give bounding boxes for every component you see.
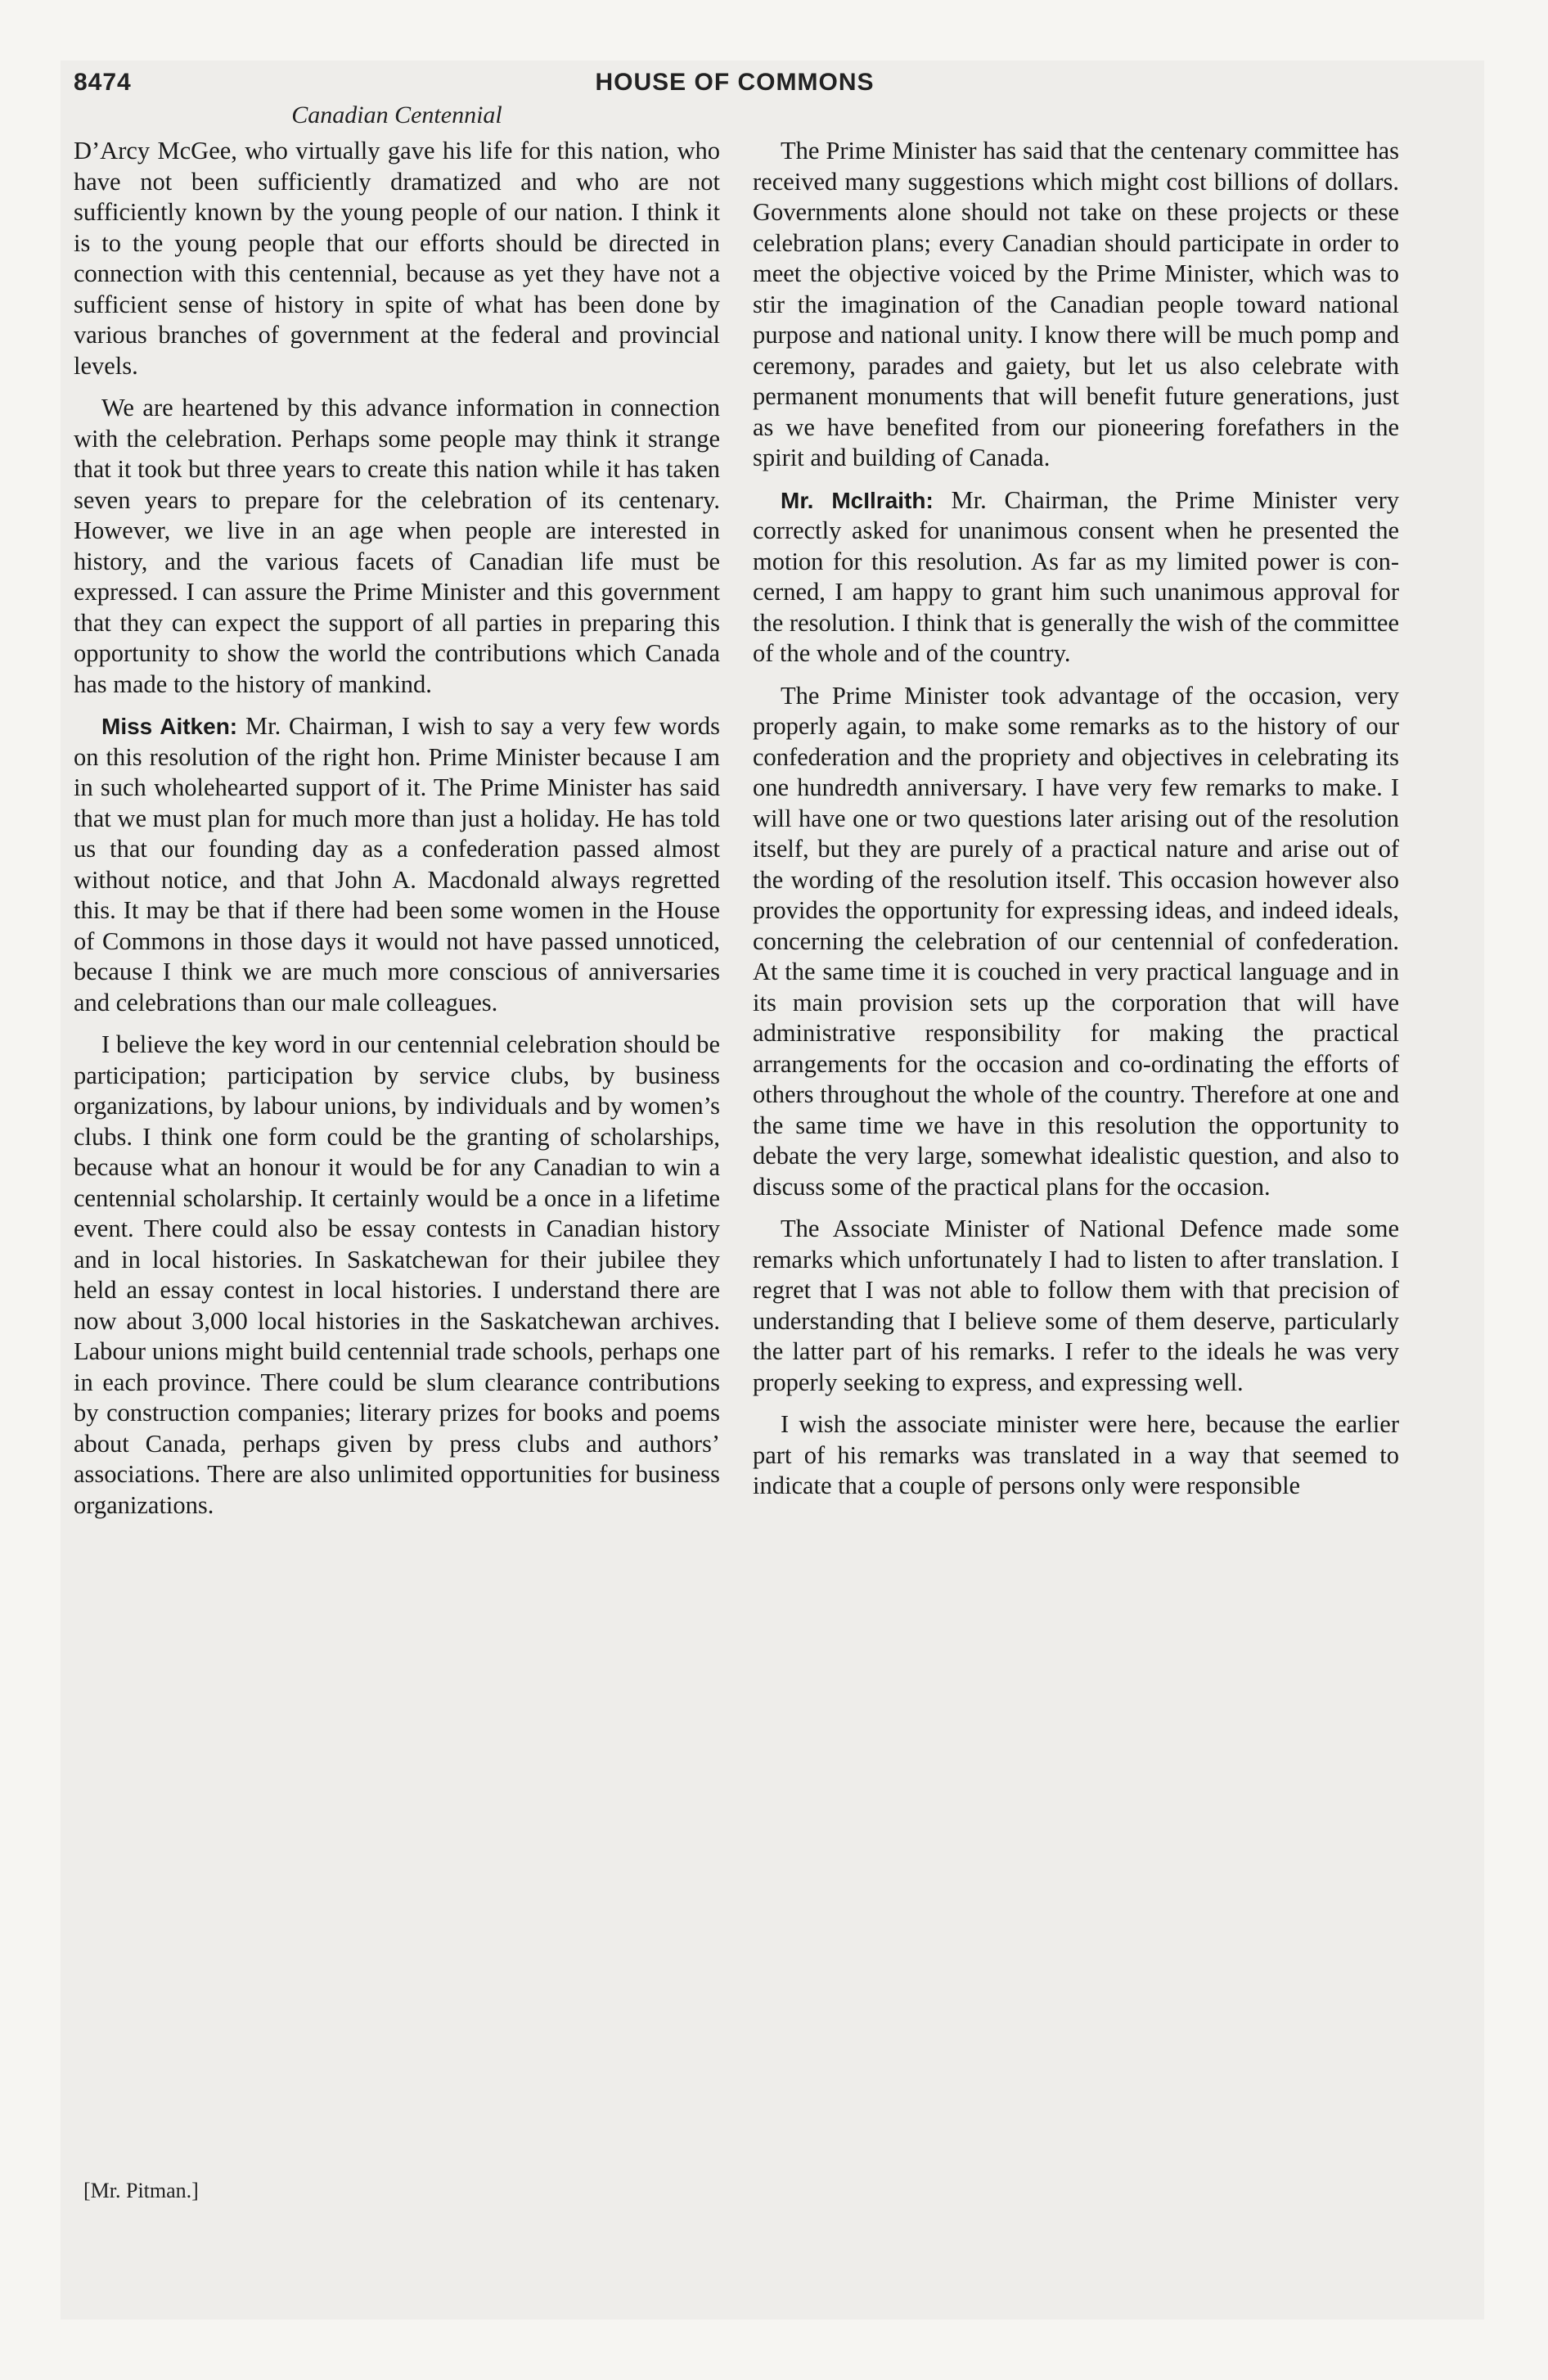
- paragraph: We are heartened by this advance information in connection with the celebration. Perhaps some people may think it strange that it took but three years to create this nation while it has taken seven years to prepare for the celebration of its centenary. However, we live in an age when people are interested in history, and the various facets of Canadian life must be expressed. I can assure the Prime Minister and this government that they can expect the support of all parties in preparing this opportunity to show the world the contributions which Canada has made to the history of mankind.: [74, 394, 720, 698]
- paragraph: I believe the key word in our centennial celebration should be participation; participation by service clubs, by business organizations, by labour unions, by individuals and by women’s clubs. I think one form could be the granting of scholarships, because what an honour it would be for any Canadian to win a centennial scholarship. It certainly would be a once in a lifetime event. There could also be essay contests in Canadian history and in local histories. In Saskatchewan for their jubilee they held an essay contest in local histories. I understand there are now about 3,000 local histories in the Saskatchewan archives. Labour unions might build centennial trade schools, perhaps one in each province. There could be slum clearance contributions by construction companies; literary prizes for books and poems about Canada, perhaps given by press clubs and authors’ associations. There are also unlimited opportunities for business organizations.: [74, 1030, 720, 1519]
- speech-paragraph: [753, 485, 1399, 669]
- speaker-name: Miss Aitken:: [101, 714, 238, 739]
- page-number: 8474: [74, 69, 132, 96]
- subject-heading: Canadian Centennial: [291, 101, 502, 128]
- paragraph: The Associate Minister of National Defence made some remarks which unfortunately I had to listen to after translation. I regret that I was not able to follow them with that precision of understanding that I believe some of them deserve, particularly the latter part of his remarks. I refer to the ideals he was very properly seeking to express, and expressing well.: [753, 1215, 1399, 1396]
- speech-text: Mr. Chairman, I wish to say a very few words on this resolution of the right hon. Prime Minister because I am in such wholehearted support of it. The Prime Minister has said that we must plan for much more than just a holiday. He has told us that our founding day as a confederation passed almost without notice, and that John A. Macdonald always regretted this. It may be that if there had been some women in the House of Commons in those days it would not have passed unnoticed, because I think we are much more conscious of anniversaries and celebrations than our male colleagues.: [74, 712, 720, 1016]
- running-head: HOUSE OF COMMONS: [595, 69, 875, 96]
- speaker-name: Mr. McIlraith:: [781, 487, 934, 513]
- paragraph: The Prime Minister has said that the centenary committee has received many suggestions which might cost billions of dollars. Governments alone should not take on these projects or these celebration plans; every Canadian should participate in order to meet the objective voiced by the Prime Minister, which was to stir the imagination of the Canadian people toward national purpose and national unity. I know there will be much pomp and ceremony, parades and gaiety, but let us also celebrate with permanent monuments that will benefit future generations, just as we have benefited from our pioneering forefathers in the spirit and building of Canada.: [753, 137, 1399, 471]
- paragraph: The Prime Minister took advantage of the occasion, very properly again, to make some remarks as to the history of our confederation and the propriety and objectives in celebrating its one hundredth anniversary. I have very few remarks to make. I will have one or two questions later arising out of the resolution itself, but they are purely of a practical nature and arise out of the wording of the resolution itself. This occasion however also provides the opportunity for expressing ideas, and indeed ideals, concerning the celebration of our centennial of confederation. At the same time it is couched in very practical language and in its main provision sets up the corporation that will have administrative responsibility for making the practical arrangements for the occasion and co-ordinating the efforts of others throughout the whole of the country. Therefore at one and the same time we have in this resolution the opportunity to debate the very large, somewhat idealistic question, and also to discuss some of the practical plans for the occasion.: [753, 681, 1399, 1201]
- left-column: [74, 136, 720, 1532]
- paragraph: D’Arcy McGee, who virtually gave his life for this nation, who have not been sufficiently dramatized and who are not sufficiently known by the young people of our nation. I think it is to the young people that our efforts should be directed in connection with this centennial, because as yet they have not a sufficient sense of history in spite of what has been done by various branches of government at the federal and provincial levels.: [74, 137, 720, 380]
- right-column: [753, 136, 1399, 1513]
- paragraph: I wish the associate minister were here, because the earlier part of his remarks was translated in a way that seemed to indicate that a couple of persons only were responsible: [753, 1410, 1399, 1499]
- speaker-attribution: [Mr. Pitman.]: [83, 2179, 199, 2202]
- speech-paragraph: [74, 711, 720, 1018]
- speech-text: Mr. Chairman, the Prime Minister very correctly asked for unanimous consent when he presented the motion for this resolution. As far as my limited power is concerned, I am happy to grant him such unanimous approval for the resolution. I think that is generally the wish of the committee of the whole and of the country.: [753, 485, 1399, 667]
